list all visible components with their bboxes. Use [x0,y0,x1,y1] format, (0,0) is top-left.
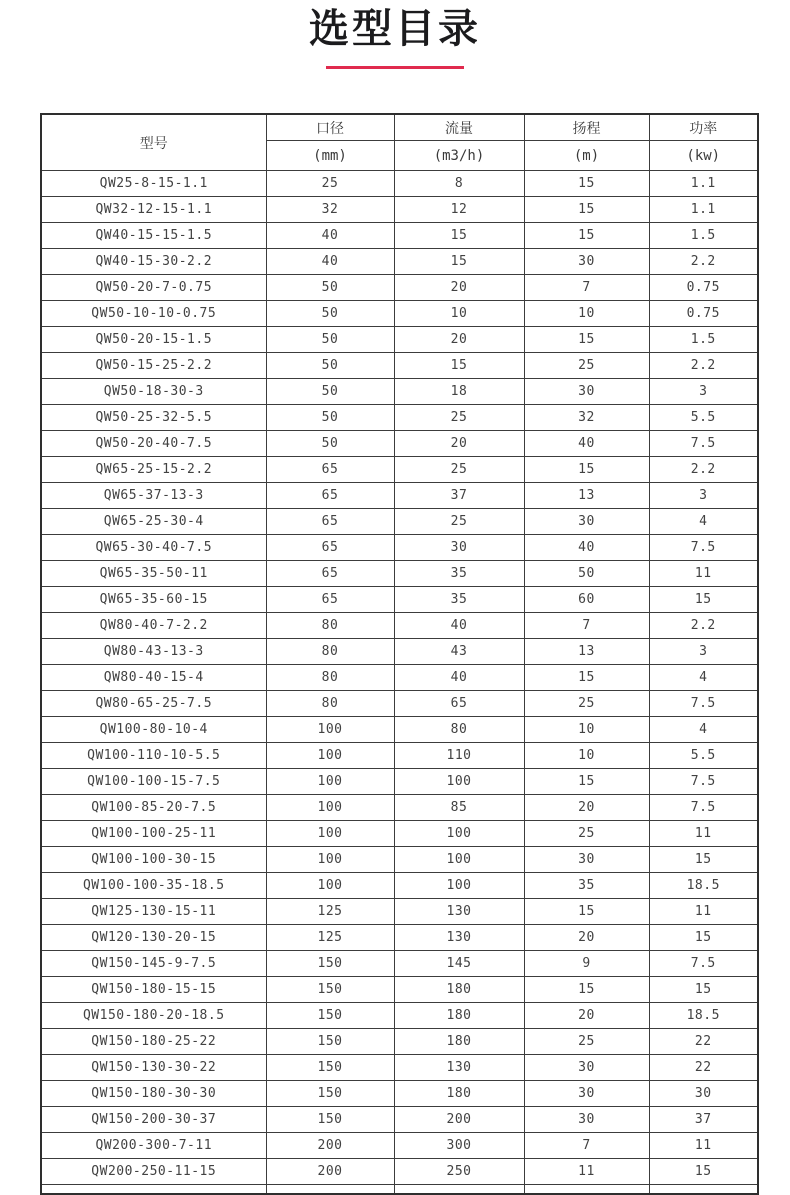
flow-cell: 110 [394,743,524,769]
flow-cell: 20 [394,327,524,353]
model-cell: QW50-25-32-5.5 [41,405,266,431]
diameter-cell: 100 [266,873,394,899]
flow-cell: 15 [394,223,524,249]
table-row [41,743,758,769]
column-header-head: 扬程 [524,114,649,141]
head-cell: 40 [524,431,649,457]
empty-cell [394,1185,524,1195]
table-row [41,665,758,691]
column-header-diameter: 口径 [266,114,394,141]
head-cell: 20 [524,925,649,951]
diameter-cell: 125 [266,925,394,951]
table-row [41,951,758,977]
selection-table [40,113,759,1195]
power-cell: 11 [649,561,758,587]
head-cell: 13 [524,483,649,509]
flow-cell: 250 [394,1159,524,1185]
column-header-model: 型号 [41,114,266,171]
table-row [41,431,758,457]
flow-cell: 18 [394,379,524,405]
flow-cell: 12 [394,197,524,223]
model-cell: QW200-300-7-11 [41,1133,266,1159]
head-cell: 20 [524,795,649,821]
diameter-cell: 125 [266,899,394,925]
model-cell: QW100-80-10-4 [41,717,266,743]
diameter-cell: 65 [266,483,394,509]
model-cell: QW100-85-20-7.5 [41,795,266,821]
model-cell: QW25-8-15-1.1 [41,171,266,197]
model-cell: QW150-180-30-30 [41,1081,266,1107]
diameter-cell: 65 [266,561,394,587]
head-cell: 15 [524,457,649,483]
model-cell: QW65-30-40-7.5 [41,535,266,561]
model-cell: QW100-100-35-18.5 [41,873,266,899]
flow-cell: 37 [394,483,524,509]
diameter-cell: 32 [266,197,394,223]
head-cell: 30 [524,1081,649,1107]
flow-cell: 180 [394,1029,524,1055]
diameter-cell: 40 [266,223,394,249]
power-cell: 1.1 [649,171,758,197]
diameter-cell: 65 [266,457,394,483]
table-row [41,925,758,951]
table-row [41,847,758,873]
table-row [41,1081,758,1107]
power-cell: 5.5 [649,743,758,769]
head-cell: 15 [524,197,649,223]
model-cell: QW40-15-30-2.2 [41,249,266,275]
column-header-flow: 流量 [394,114,524,141]
power-cell: 3 [649,483,758,509]
power-cell: 15 [649,925,758,951]
diameter-cell: 40 [266,249,394,275]
head-cell: 32 [524,405,649,431]
power-cell: 4 [649,665,758,691]
model-cell: QW150-180-20-18.5 [41,1003,266,1029]
table-row [41,509,758,535]
model-cell: QW80-40-15-4 [41,665,266,691]
flow-cell: 20 [394,275,524,301]
flow-cell: 180 [394,1003,524,1029]
diameter-cell: 150 [266,1055,394,1081]
head-cell: 15 [524,327,649,353]
head-cell: 35 [524,873,649,899]
flow-cell: 40 [394,613,524,639]
diameter-cell: 50 [266,327,394,353]
table-row [41,821,758,847]
flow-cell: 100 [394,769,524,795]
power-cell: 7.5 [649,951,758,977]
diameter-cell: 65 [266,509,394,535]
table-row [41,223,758,249]
table-row [41,639,758,665]
empty-cell [41,1185,266,1195]
flow-cell: 15 [394,353,524,379]
flow-cell: 300 [394,1133,524,1159]
header-row-labels [41,114,758,141]
diameter-cell: 80 [266,639,394,665]
diameter-cell: 150 [266,1029,394,1055]
table-row [41,405,758,431]
head-cell: 7 [524,613,649,639]
model-cell: QW65-35-50-11 [41,561,266,587]
flow-cell: 8 [394,171,524,197]
power-cell: 3 [649,379,758,405]
head-cell: 15 [524,171,649,197]
power-cell: 2.2 [649,613,758,639]
power-cell: 11 [649,899,758,925]
table-row [41,561,758,587]
power-cell: 22 [649,1055,758,1081]
empty-cell [649,1185,758,1195]
power-cell: 30 [649,1081,758,1107]
flow-cell: 200 [394,1107,524,1133]
model-cell: QW150-130-30-22 [41,1055,266,1081]
head-cell: 30 [524,379,649,405]
head-cell: 7 [524,1133,649,1159]
diameter-cell: 150 [266,951,394,977]
head-cell: 30 [524,249,649,275]
head-cell: 50 [524,561,649,587]
diameter-cell: 65 [266,587,394,613]
power-cell: 18.5 [649,873,758,899]
diameter-cell: 200 [266,1159,394,1185]
model-cell: QW120-130-20-15 [41,925,266,951]
head-cell: 40 [524,535,649,561]
unit-diameter: (mm) [266,141,394,171]
table-row [41,977,758,1003]
table-body [41,171,758,1195]
diameter-cell: 80 [266,691,394,717]
diameter-cell: 65 [266,535,394,561]
power-cell: 5.5 [649,405,758,431]
diameter-cell: 100 [266,847,394,873]
diameter-cell: 200 [266,1133,394,1159]
table-row [41,1055,758,1081]
flow-cell: 43 [394,639,524,665]
diameter-cell: 50 [266,405,394,431]
flow-cell: 130 [394,1055,524,1081]
power-cell: 22 [649,1029,758,1055]
empty-cell [266,1185,394,1195]
model-cell: QW150-200-30-37 [41,1107,266,1133]
power-cell: 1.5 [649,223,758,249]
table-row [41,275,758,301]
diameter-cell: 100 [266,795,394,821]
head-cell: 15 [524,223,649,249]
power-cell: 3 [649,639,758,665]
flow-cell: 85 [394,795,524,821]
flow-cell: 100 [394,847,524,873]
diameter-cell: 100 [266,717,394,743]
flow-cell: 100 [394,873,524,899]
flow-cell: 130 [394,899,524,925]
diameter-cell: 50 [266,301,394,327]
flow-cell: 30 [394,535,524,561]
table-row [41,899,758,925]
head-cell: 30 [524,1055,649,1081]
power-cell: 0.75 [649,301,758,327]
model-cell: QW150-180-15-15 [41,977,266,1003]
model-cell: QW100-100-15-7.5 [41,769,266,795]
power-cell: 2.2 [649,353,758,379]
head-cell: 11 [524,1159,649,1185]
table-row [41,483,758,509]
head-cell: 30 [524,509,649,535]
power-cell: 15 [649,847,758,873]
table-row [41,691,758,717]
flow-cell: 180 [394,977,524,1003]
head-cell: 60 [524,587,649,613]
flow-cell: 35 [394,587,524,613]
model-cell: QW50-10-10-0.75 [41,301,266,327]
power-cell: 7.5 [649,535,758,561]
model-cell: QW65-35-60-15 [41,587,266,613]
power-cell: 4 [649,509,758,535]
table-row [41,1003,758,1029]
table-row [41,327,758,353]
power-cell: 15 [649,587,758,613]
flow-cell: 180 [394,1081,524,1107]
table-row [41,1133,758,1159]
diameter-cell: 100 [266,821,394,847]
flow-cell: 145 [394,951,524,977]
diameter-cell: 25 [266,171,394,197]
diameter-cell: 100 [266,769,394,795]
power-cell: 18.5 [649,1003,758,1029]
table-row [41,197,758,223]
model-cell: QW100-110-10-5.5 [41,743,266,769]
power-cell: 11 [649,821,758,847]
diameter-cell: 50 [266,379,394,405]
power-cell: 11 [649,1133,758,1159]
diameter-cell: 80 [266,665,394,691]
power-cell: 2.2 [649,249,758,275]
table-row [41,1159,758,1185]
column-header-power: 功率 [649,114,758,141]
partial-table-row [41,1185,758,1195]
diameter-cell: 50 [266,353,394,379]
power-cell: 37 [649,1107,758,1133]
model-cell: QW50-15-25-2.2 [41,353,266,379]
head-cell: 25 [524,1029,649,1055]
model-cell: QW100-100-25-11 [41,821,266,847]
table-row [41,171,758,197]
flow-cell: 40 [394,665,524,691]
power-cell: 1.1 [649,197,758,223]
diameter-cell: 150 [266,977,394,1003]
head-cell: 30 [524,847,649,873]
flow-cell: 25 [394,509,524,535]
model-cell: QW80-40-7-2.2 [41,613,266,639]
model-cell: QW40-15-15-1.5 [41,223,266,249]
head-cell: 15 [524,665,649,691]
table-row [41,613,758,639]
head-cell: 10 [524,717,649,743]
model-cell: QW200-250-11-15 [41,1159,266,1185]
table-row [41,301,758,327]
flow-cell: 80 [394,717,524,743]
model-cell: QW65-25-15-2.2 [41,457,266,483]
head-cell: 25 [524,821,649,847]
model-cell: QW125-130-15-11 [41,899,266,925]
flow-cell: 15 [394,249,524,275]
model-cell: QW65-25-30-4 [41,509,266,535]
model-cell: QW50-20-40-7.5 [41,431,266,457]
empty-cell [524,1185,649,1195]
head-cell: 30 [524,1107,649,1133]
table-row [41,457,758,483]
table-row [41,1029,758,1055]
head-cell: 13 [524,639,649,665]
table-row [41,717,758,743]
flow-cell: 10 [394,301,524,327]
unit-head: (m) [524,141,649,171]
title-divider [326,66,464,69]
unit-flow: (m3/h) [394,141,524,171]
table-row [41,249,758,275]
head-cell: 25 [524,691,649,717]
table-row [41,1107,758,1133]
diameter-cell: 150 [266,1107,394,1133]
head-cell: 10 [524,743,649,769]
flow-cell: 65 [394,691,524,717]
head-cell: 15 [524,977,649,1003]
model-cell: QW65-37-13-3 [41,483,266,509]
table-row [41,353,758,379]
unit-power: (kw) [649,141,758,171]
power-cell: 15 [649,1159,758,1185]
head-cell: 9 [524,951,649,977]
diameter-cell: 50 [266,275,394,301]
flow-cell: 100 [394,821,524,847]
power-cell: 7.5 [649,795,758,821]
table-row [41,379,758,405]
diameter-cell: 150 [266,1003,394,1029]
power-cell: 15 [649,977,758,1003]
head-cell: 7 [524,275,649,301]
flow-cell: 25 [394,405,524,431]
table-row [41,535,758,561]
table-row [41,587,758,613]
model-cell: QW80-65-25-7.5 [41,691,266,717]
head-cell: 25 [524,353,649,379]
flow-cell: 25 [394,457,524,483]
diameter-cell: 80 [266,613,394,639]
flow-cell: 35 [394,561,524,587]
head-cell: 20 [524,1003,649,1029]
model-cell: QW150-145-9-7.5 [41,951,266,977]
model-cell: QW80-43-13-3 [41,639,266,665]
diameter-cell: 150 [266,1081,394,1107]
diameter-cell: 100 [266,743,394,769]
flow-cell: 20 [394,431,524,457]
head-cell: 15 [524,769,649,795]
power-cell: 1.5 [649,327,758,353]
model-cell: QW150-180-25-22 [41,1029,266,1055]
flow-cell: 130 [394,925,524,951]
head-cell: 10 [524,301,649,327]
head-cell: 15 [524,899,649,925]
power-cell: 7.5 [649,431,758,457]
model-cell: QW50-18-30-3 [41,379,266,405]
table-header [41,114,758,171]
model-cell: QW100-100-30-15 [41,847,266,873]
table-row [41,795,758,821]
power-cell: 0.75 [649,275,758,301]
table-row [41,873,758,899]
model-cell: QW32-12-15-1.1 [41,197,266,223]
page-title: 选型目录 [309,6,481,52]
power-cell: 4 [649,717,758,743]
power-cell: 7.5 [649,691,758,717]
model-cell: QW50-20-7-0.75 [41,275,266,301]
power-cell: 7.5 [649,769,758,795]
table-row [41,769,758,795]
diameter-cell: 50 [266,431,394,457]
power-cell: 2.2 [649,457,758,483]
model-cell: QW50-20-15-1.5 [41,327,266,353]
